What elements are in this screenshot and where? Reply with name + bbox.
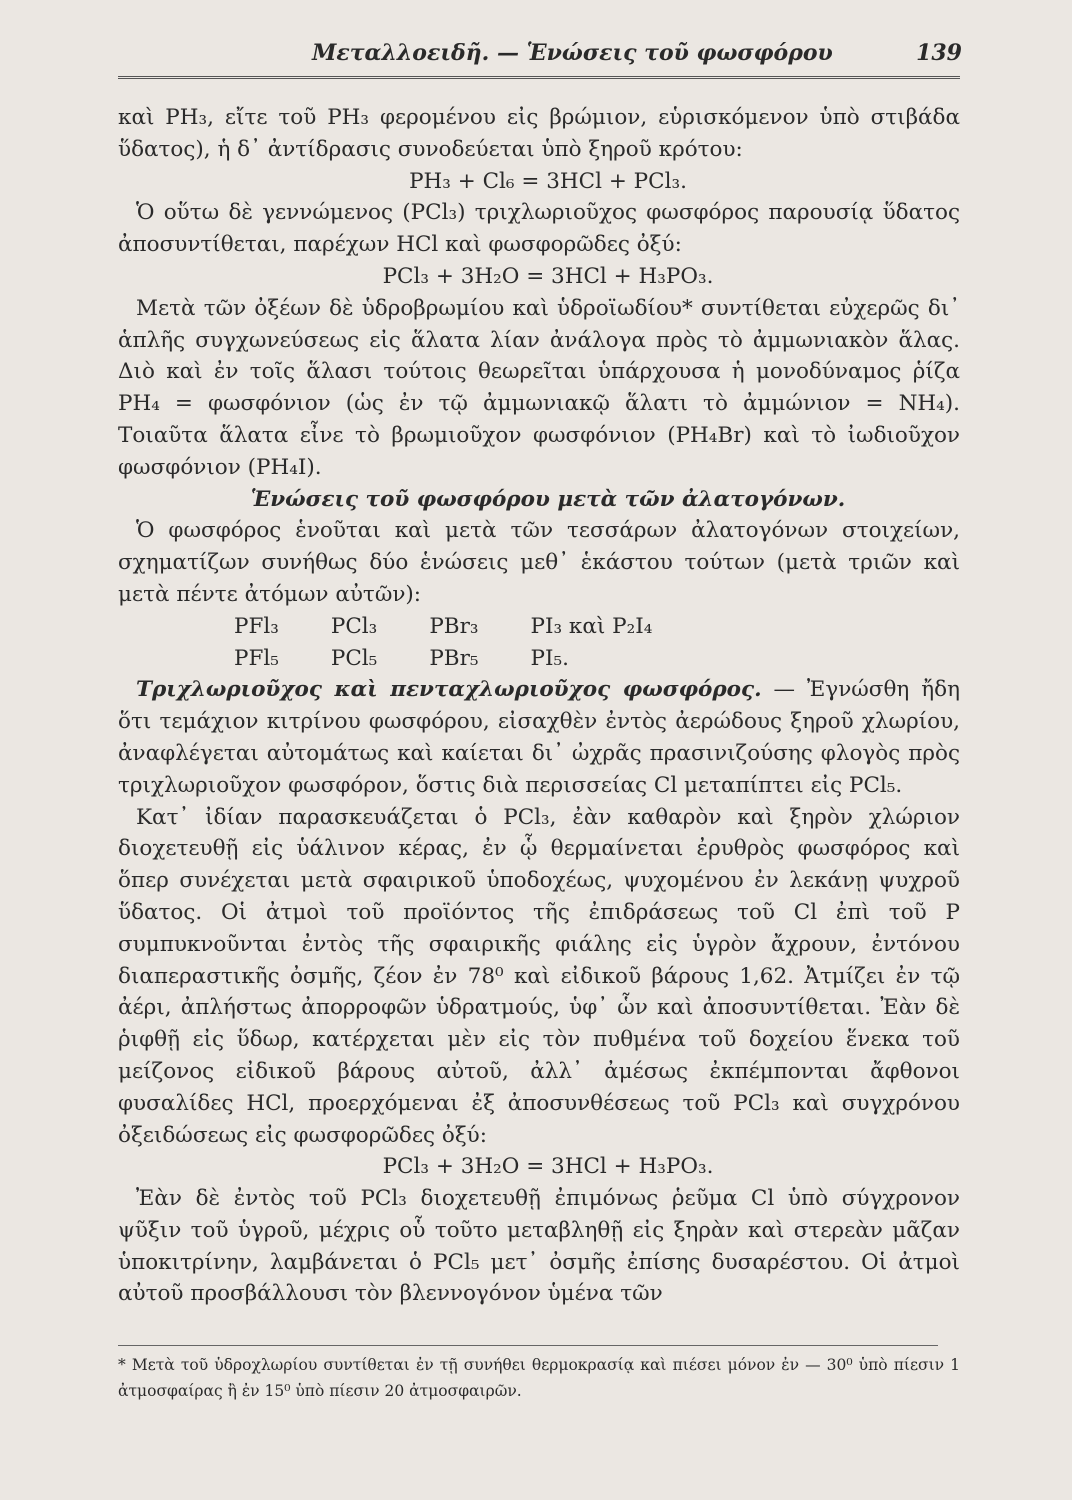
footnote: * Μετὰ τοῦ ὑδροχλωρίου συντίθεται ἐν τῇ συνήθει θερμοκρασίᾳ καὶ πιέσει μόνον ἐν — 30⁰ ὑπὸ πίεσιν 1 ἀτμοσφαίρας ἢ ἐν 15⁰ ὑπὸ πίεσιν 20 ἀτμοσφαιρῶν. xyxy=(118,1356,960,1400)
body-text xyxy=(118,102,960,1310)
paragraph-3: Μετὰ τῶν ὀξέων δὲ ὑδροβρωμίου καὶ ὑδροϊωδίου* συντίθεται εὐχερῶς δι᾽ ἁπλῆς συγχωνεύσεως εἰς ἅλατα λίαν ἀνάλογα πρὸς τὸ ἀμμωνιακὸν ἅλας. Διὸ καὶ ἐν τοῖς ἅλασι τούτοις θεωρεῖται ὑπάρχουσα ἡ μονοδύναμος ῥίζα PH₄ = φωσφόνιον (ὡς ἐν τῷ ἀμμωνιακῷ ἅλατι τὸ ἀμμώνιον = NH₄). Τοιαῦτα ἅλατα εἶνε τὸ βρωμιοῦχον φωσφόνιον (PH₄Br) καὶ τὸ ἰωδιοῦχον φωσφόνιον (PH₄I). xyxy=(118,295,960,480)
halide-formulas xyxy=(234,611,704,675)
footnote-rule xyxy=(118,1345,938,1346)
formula: PFl₅ xyxy=(234,645,279,671)
page-number: 139 xyxy=(916,40,962,66)
runin-heading: Τριχλωριοῦχος καὶ πενταχλωριοῦχος φωσφόρος. xyxy=(136,677,762,703)
paragraph-1: καὶ PH₃, εἴτε τοῦ PH₃ φερομένου εἰς βρώμιον, εὑρισκόμενον ὑπὸ στιβάδα ὕδατος), ἡ δ᾽ ἀντίδρασις συνοδεύεται ὑπὸ ξηροῦ κρότου: xyxy=(118,105,960,162)
paragraph-6: Κατ᾽ ἰδίαν παρασκευάζεται ὁ PCl₃, ἐὰν καθαρὸν καὶ ξηρὸν χλώριον διοχετευθῇ εἰς ὑάλινον κέρας, ἐν ᾧ θερμαίνεται ἐρυθρὸς φωσφόρος καὶ ὅπερ συνέχεται μετὰ σφαιρικοῦ ὑποδοχέως, ψυχομένου ἐν λεκάνῃ ψυχροῦ ὕδατος. Οἱ ἀτμοὶ τοῦ προϊόντος τῆς ἐπιδράσεως τοῦ Cl ἐπὶ τοῦ P συμπυκνοῦνται ἐντὸς τῆς σφαιρικῆς φιάλης εἰς ὑγρὸν ἄχρουν, ἐντόνου διαπεραστικῆς ὀσμῆς, ζέον ἐν 78⁰ καὶ εἰδικοῦ βάρους 1,62. Ἀτμίζει ἐν τῷ ἀέρι, ἀπλήστως ἀπορροφῶν ὑδρατμούς, ὑφ᾽ ὧν καὶ ἀποσυντίθεται. Ἐὰν δὲ ῥιφθῇ εἰς ὕδωρ, κατέρχεται μὲν εἰς τὸν πυθμένα τοῦ δοχείου ἕνεκα τοῦ μείζονος εἰδικοῦ βάρους αὐτοῦ, ἀλλ᾽ ἀμέσως ἐκπέμπονται ἄφθονοι φυσαλίδες HCl, προερχόμεναι ἐξ ἀποσυνθέσεως τοῦ PCl₃ καὶ συγχρόνου ὀξειδώσεως εἰς φωσφορῶδες ὀξύ: xyxy=(118,804,960,1148)
header-rule xyxy=(118,76,960,79)
equation-3: PCl₃ + 3H₂O = 3HCl + H₃PO₃. xyxy=(382,1154,714,1180)
formula: PI₃ καὶ P₂I₄ xyxy=(530,613,653,639)
formula: PBr₅ xyxy=(429,645,479,671)
formula: PBr₃ xyxy=(429,613,479,639)
header-title: Μεταλλοειδῆ. — Ἑνώσεις τοῦ φωσφόρου xyxy=(312,40,833,66)
formula: PCl₃ xyxy=(330,613,378,639)
paragraph-7: Ἐὰν δὲ ἐντὸς τοῦ PCl₃ διοχετευθῇ ἐπιμόνως ῥεῦμα Cl ὑπὸ σύγχρονον ψῦξιν τοῦ ὑγροῦ, μέχρις οὗ τοῦτο μεταβληθῇ εἰς ξηρὰν καὶ στερεὰν μᾶζαν ὑποκιτρίνην, λαμβάνεται ὁ PCl₅ μετ᾽ ὀσμῆς ἐπίσης δυσαρέστου. Οἱ ἀτμοὶ αὐτοῦ προσβάλλουσι τὸν βλεννογόνον ὑμένα τῶν xyxy=(118,1186,960,1307)
paragraph-2: Ὁ οὕτω δὲ γεννώμενος (PCl₃) τριχλωριοῦχος φωσφόρος παρουσίᾳ ὕδατος ἀποσυντίθεται, παρέχων HCl καὶ φωσφορῶδες ὀξύ: xyxy=(118,200,960,258)
section-heading: Ἑνώσεις τοῦ φωσφόρου μετὰ τῶν ἀλατογόνων. xyxy=(250,486,846,512)
formula-row xyxy=(234,643,704,675)
formula: PI₅. xyxy=(530,645,569,671)
equation-2: PCl₃ + 3H₂O = 3HCl + H₃PO₃. xyxy=(382,263,714,289)
formula-row xyxy=(234,611,704,643)
paragraph-4: Ὁ φωσφόρος ἑνοῦται καὶ μετὰ τῶν τεσσάρων ἀλατογόνων στοιχείων, σχηματίζων συνήθως δύο ἑνώσεις μεθ᾽ ἑκάστου τούτων (μετὰ τριῶν καὶ μετὰ πέντε ἀτόμων αὐτῶν): xyxy=(118,518,960,607)
formula: PCl₅ xyxy=(330,645,378,671)
paragraph-5 xyxy=(118,674,960,801)
formula: PFl₃ xyxy=(234,613,279,639)
running-header xyxy=(112,40,962,80)
paragraph-5-text: — Ἐγνώσθη ἤδη ὅτι τεμάχιον κιτρίνου φωσφόρου, εἰσαχθὲν ἐντὸς ἀερώδους ξηροῦ χλωρίου, ἀναφλέγεται αὐτομάτως καὶ καίεται δι᾽ ὠχρᾶς πρασινιζούσης φλογὸς πρὸς τριχλωριοῦχον φωσφόρον, ὅστις διὰ περισσείας Cl μεταπίπτει εἰς PCl₅. xyxy=(118,677,960,798)
equation-1: PH₃ + Cl₆ = 3HCl + PCl₃. xyxy=(409,168,687,194)
